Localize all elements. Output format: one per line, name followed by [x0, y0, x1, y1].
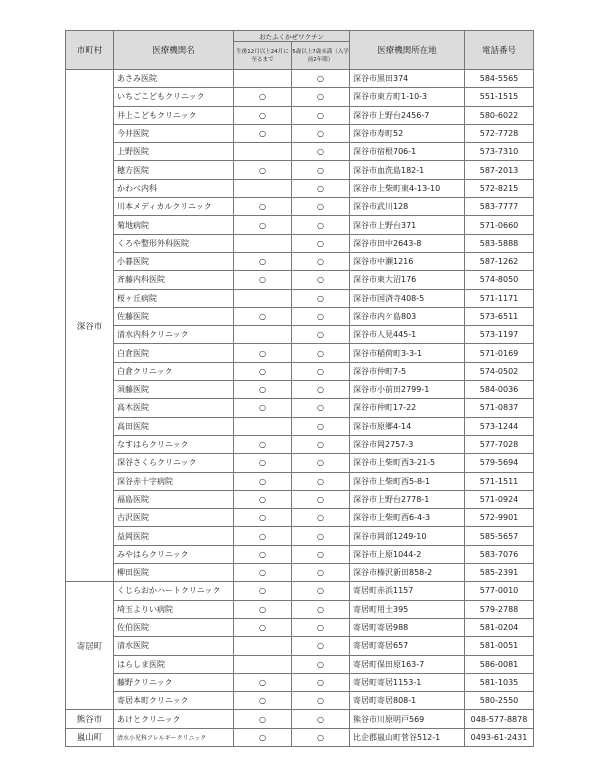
age-12-24-mark-cell: [234, 326, 292, 344]
address-cell: 寄居町寄居657: [350, 637, 465, 655]
facility-name-cell: 深谷赤十字病院: [114, 472, 234, 490]
address-cell: 深谷市東方町1-10-3: [350, 88, 465, 106]
age-5-7-mark-cell: ○: [292, 435, 350, 453]
phone-cell: 571-0169: [465, 344, 534, 362]
age-5-7-mark-cell: ○: [292, 600, 350, 618]
table-row: [66, 600, 534, 618]
age-5-7-mark-cell: ○: [292, 527, 350, 545]
facility-name-cell: あけとクリニック: [114, 710, 234, 728]
address-cell: 深谷市上原1044-2: [350, 545, 465, 563]
age-5-7-mark-cell: ○: [292, 618, 350, 636]
age-12-24-mark-cell: [234, 234, 292, 252]
vaccine-clinic-table-sheet: [65, 30, 534, 747]
facility-name-cell: 清水内科クリニック: [114, 326, 234, 344]
address-cell: 寄居町寄居808-1: [350, 692, 465, 710]
age-5-7-mark-cell: ○: [292, 124, 350, 142]
age-12-24-mark-cell: ○: [234, 106, 292, 124]
phone-cell: 574-0502: [465, 362, 534, 380]
age-12-24-mark-cell: ○: [234, 509, 292, 527]
phone-cell: 580-6022: [465, 106, 534, 124]
facility-name-cell: 古沢医院: [114, 509, 234, 527]
address-cell: 寄居町保田原163-7: [350, 655, 465, 673]
phone-cell: 573-6511: [465, 307, 534, 325]
age-12-24-mark-cell: [234, 179, 292, 197]
address-cell: 深谷市仲町7-5: [350, 362, 465, 380]
facility-name-cell: 清水医院: [114, 637, 234, 655]
phone-cell: 579-5694: [465, 454, 534, 472]
phone-cell: 571-1511: [465, 472, 534, 490]
facility-name-cell: はらしま医院: [114, 655, 234, 673]
age-5-7-mark-cell: ○: [292, 692, 350, 710]
age-12-24-mark-cell: ○: [234, 362, 292, 380]
facility-name-cell: いちごこどもクリニック: [114, 88, 234, 106]
facility-name-cell: 川本メディカルクリニック: [114, 198, 234, 216]
age-12-24-mark-cell: ○: [234, 692, 292, 710]
age-5-7-mark-cell: ○: [292, 179, 350, 197]
table-row: [66, 564, 534, 582]
address-cell: 深谷市岡部1249-10: [350, 527, 465, 545]
table-row: [66, 289, 534, 307]
table-row: [66, 381, 534, 399]
age-12-24-mark-cell: ○: [234, 435, 292, 453]
phone-cell: 583-7076: [465, 545, 534, 563]
age-12-24-mark-cell: ○: [234, 673, 292, 691]
facility-name-cell: 高田医院: [114, 417, 234, 435]
table-row: [66, 124, 534, 142]
age-12-24-mark-cell: ○: [234, 271, 292, 289]
phone-cell: 573-1197: [465, 326, 534, 344]
header-facility: 医療機関名: [114, 31, 234, 70]
facility-name-cell: 上野医院: [114, 143, 234, 161]
phone-cell: 586-0081: [465, 655, 534, 673]
age-5-7-mark-cell: ○: [292, 106, 350, 124]
facility-name-cell: 白倉クリニック: [114, 362, 234, 380]
age-12-24-mark-cell: [234, 655, 292, 673]
age-12-24-mark-cell: ○: [234, 88, 292, 106]
phone-cell: 584-0036: [465, 381, 534, 399]
address-cell: 深谷市仲町17-22: [350, 399, 465, 417]
table-row: [66, 216, 534, 234]
phone-cell: 572-8215: [465, 179, 534, 197]
address-cell: 深谷市上野台2778-1: [350, 490, 465, 508]
age-12-24-mark-cell: ○: [234, 252, 292, 270]
city-cell: 嵐山町: [66, 728, 114, 746]
age-12-24-mark-cell: ○: [234, 307, 292, 325]
address-cell: 深谷市岡2757-3: [350, 435, 465, 453]
age-12-24-mark-cell: ○: [234, 490, 292, 508]
address-cell: 深谷市血洗島182-1: [350, 161, 465, 179]
facility-name-cell: 菊地病院: [114, 216, 234, 234]
table-row: [66, 454, 534, 472]
phone-cell: 048-577-8878: [465, 710, 534, 728]
table-row: [66, 472, 534, 490]
age-12-24-mark-cell: [234, 143, 292, 161]
address-cell: 深谷市武川128: [350, 198, 465, 216]
age-12-24-mark-cell: ○: [234, 728, 292, 746]
age-5-7-mark-cell: ○: [292, 344, 350, 362]
facility-name-cell: 桜ヶ丘病院: [114, 289, 234, 307]
age-5-7-mark-cell: ○: [292, 326, 350, 344]
age-5-7-mark-cell: ○: [292, 490, 350, 508]
age-5-7-mark-cell: ○: [292, 637, 350, 655]
age-5-7-mark-cell: ○: [292, 381, 350, 399]
phone-cell: 571-0924: [465, 490, 534, 508]
age-5-7-mark-cell: ○: [292, 582, 350, 600]
facility-name-cell: 斉藤内科医院: [114, 271, 234, 289]
age-5-7-mark-cell: ○: [292, 307, 350, 325]
table-row: [66, 88, 534, 106]
facility-name-cell: 小暮医院: [114, 252, 234, 270]
address-cell: 深谷市上柴町西6-4-3: [350, 509, 465, 527]
phone-cell: 581-0051: [465, 637, 534, 655]
age-5-7-mark-cell: ○: [292, 198, 350, 216]
table-row: [66, 307, 534, 325]
facility-name-cell: くじらおかハートクリニック: [114, 582, 234, 600]
table-row: [66, 106, 534, 124]
age-12-24-mark-cell: ○: [234, 454, 292, 472]
address-cell: 深谷市上柴町西5-8-1: [350, 472, 465, 490]
address-cell: 深谷市国済寺408-5: [350, 289, 465, 307]
age-12-24-mark-cell: [234, 417, 292, 435]
phone-cell: 579-2788: [465, 600, 534, 618]
table-row: [66, 344, 534, 362]
phone-cell: 581-0204: [465, 618, 534, 636]
address-cell: 熊谷市川原明戸569: [350, 710, 465, 728]
table-row: [66, 527, 534, 545]
age-12-24-mark-cell: ○: [234, 124, 292, 142]
facility-name-cell: 高木医院: [114, 399, 234, 417]
header-phone: 電話番号: [465, 31, 534, 70]
age-5-7-mark-cell: ○: [292, 289, 350, 307]
table-row: [66, 509, 534, 527]
table-row: [66, 490, 534, 508]
age-5-7-mark-cell: ○: [292, 728, 350, 746]
phone-cell: 573-1244: [465, 417, 534, 435]
address-cell: 深谷市榛沢新田858-2: [350, 564, 465, 582]
phone-cell: 574-8050: [465, 271, 534, 289]
phone-cell: 551-1515: [465, 88, 534, 106]
age-5-7-mark-cell: ○: [292, 673, 350, 691]
age-5-7-mark-cell: ○: [292, 252, 350, 270]
facility-name-cell: あさみ医院: [114, 70, 234, 88]
age-5-7-mark-cell: ○: [292, 545, 350, 563]
table-row: [66, 161, 534, 179]
facility-name-cell: 寄居本町クリニック: [114, 692, 234, 710]
address-cell: 深谷市小前田2799-1: [350, 381, 465, 399]
phone-cell: 584-5565: [465, 70, 534, 88]
phone-cell: 580-2550: [465, 692, 534, 710]
address-cell: 深谷市上野台371: [350, 216, 465, 234]
age-5-7-mark-cell: ○: [292, 70, 350, 88]
table-row: [66, 326, 534, 344]
age-5-7-mark-cell: ○: [292, 454, 350, 472]
table-row: [66, 179, 534, 197]
phone-cell: 0493-61-2431: [465, 728, 534, 746]
address-cell: 深谷市中瀬1216: [350, 252, 465, 270]
phone-cell: 585-2391: [465, 564, 534, 582]
age-12-24-mark-cell: [234, 70, 292, 88]
facility-name-cell: 柳田医院: [114, 564, 234, 582]
table-row: [66, 545, 534, 563]
clinic-table: [65, 30, 534, 747]
address-cell: 深谷市原郷4-14: [350, 417, 465, 435]
table-row: [66, 655, 534, 673]
phone-cell: 573-7310: [465, 143, 534, 161]
table-row: [66, 234, 534, 252]
age-5-7-mark-cell: ○: [292, 161, 350, 179]
phone-cell: 577-0010: [465, 582, 534, 600]
address-cell: 深谷市田中2643-8: [350, 234, 465, 252]
age-12-24-mark-cell: ○: [234, 344, 292, 362]
city-cell: 深谷市: [66, 70, 114, 582]
age-12-24-mark-cell: ○: [234, 198, 292, 216]
table-row: [66, 582, 534, 600]
age-12-24-mark-cell: ○: [234, 545, 292, 563]
city-cell: 熊谷市: [66, 710, 114, 728]
age-12-24-mark-cell: ○: [234, 527, 292, 545]
age-5-7-mark-cell: ○: [292, 234, 350, 252]
age-12-24-mark-cell: ○: [234, 216, 292, 234]
phone-cell: 581-1035: [465, 673, 534, 691]
facility-name-cell: 佐藤医院: [114, 307, 234, 325]
table-row: [66, 728, 534, 746]
address-cell: 寄居町寄居1153-1: [350, 673, 465, 691]
header-city: 市町村: [66, 31, 114, 70]
age-5-7-mark-cell: ○: [292, 271, 350, 289]
facility-name-cell: 埼玉よりい病院: [114, 600, 234, 618]
age-5-7-mark-cell: ○: [292, 216, 350, 234]
phone-cell: 583-5888: [465, 234, 534, 252]
age-5-7-mark-cell: ○: [292, 509, 350, 527]
table-row: [66, 252, 534, 270]
table-row: [66, 417, 534, 435]
age-5-7-mark-cell: ○: [292, 472, 350, 490]
address-cell: 深谷市内ケ島803: [350, 307, 465, 325]
facility-name-cell: 益岡医院: [114, 527, 234, 545]
facility-name-cell: 福島医院: [114, 490, 234, 508]
table-row: [66, 271, 534, 289]
table-row: [66, 637, 534, 655]
address-cell: 深谷市宿根706-1: [350, 143, 465, 161]
address-cell: 深谷市東大沼176: [350, 271, 465, 289]
facility-name-cell: なすはらクリニック: [114, 435, 234, 453]
clinic-table-body: [66, 70, 534, 747]
address-cell: 深谷市上柴町西3-21-5: [350, 454, 465, 472]
table-row: [66, 362, 534, 380]
facility-name-cell: 白倉医院: [114, 344, 234, 362]
address-cell: 寄居町赤浜1157: [350, 582, 465, 600]
age-5-7-mark-cell: ○: [292, 564, 350, 582]
address-cell: 深谷市上野台2456-7: [350, 106, 465, 124]
address-cell: 寄居町用土395: [350, 600, 465, 618]
age-12-24-mark-cell: ○: [234, 618, 292, 636]
table-row: [66, 70, 534, 88]
address-cell: 比企郡嵐山町菅谷512-1: [350, 728, 465, 746]
phone-cell: 587-1262: [465, 252, 534, 270]
header-vaccine-group: おたふくかぜワクチン: [234, 31, 350, 42]
age-5-7-mark-cell: ○: [292, 88, 350, 106]
age-12-24-mark-cell: ○: [234, 472, 292, 490]
facility-name-cell: 今井医院: [114, 124, 234, 142]
facility-name-cell: 深谷さくらクリニック: [114, 454, 234, 472]
phone-cell: 587-2013: [465, 161, 534, 179]
age-5-7-mark-cell: ○: [292, 399, 350, 417]
age-12-24-mark-cell: ○: [234, 399, 292, 417]
address-cell: 深谷市上柴町東4-13-10: [350, 179, 465, 197]
age-5-7-mark-cell: ○: [292, 362, 350, 380]
age-12-24-mark-cell: ○: [234, 161, 292, 179]
facility-name-cell: 清水小児科アレルギークリニック: [114, 728, 234, 746]
city-cell: 寄居町: [66, 582, 114, 710]
age-5-7-mark-cell: ○: [292, 655, 350, 673]
facility-name-cell: かわべ内科: [114, 179, 234, 197]
phone-cell: 572-7728: [465, 124, 534, 142]
address-cell: 寄居町寄居988: [350, 618, 465, 636]
phone-cell: 583-7777: [465, 198, 534, 216]
facility-name-cell: 須藤医院: [114, 381, 234, 399]
phone-cell: 571-0837: [465, 399, 534, 417]
table-row: [66, 692, 534, 710]
phone-cell: 572-9901: [465, 509, 534, 527]
header-age-12-24-months: 生後12月以上24月に至るまで: [234, 42, 292, 70]
address-cell: 深谷市稲荷町3-3-1: [350, 344, 465, 362]
facility-name-cell: みやはらクリニック: [114, 545, 234, 563]
facility-name-cell: 佐伯医院: [114, 618, 234, 636]
header-age-5-7-years: 5歳以上7歳未満（入学前2年間）: [292, 42, 350, 70]
phone-cell: 571-0660: [465, 216, 534, 234]
table-row: [66, 143, 534, 161]
facility-name-cell: 穂方医院: [114, 161, 234, 179]
phone-cell: 577-7028: [465, 435, 534, 453]
phone-cell: 585-5657: [465, 527, 534, 545]
age-5-7-mark-cell: ○: [292, 143, 350, 161]
age-12-24-mark-cell: ○: [234, 564, 292, 582]
facility-name-cell: 井上こどもクリニック: [114, 106, 234, 124]
address-cell: 深谷市人見445-1: [350, 326, 465, 344]
address-cell: 深谷市寿町52: [350, 124, 465, 142]
age-12-24-mark-cell: ○: [234, 710, 292, 728]
header-address: 医療機関所在地: [350, 31, 465, 70]
phone-cell: 571-1171: [465, 289, 534, 307]
age-5-7-mark-cell: ○: [292, 417, 350, 435]
table-row: [66, 399, 534, 417]
table-row: [66, 198, 534, 216]
age-12-24-mark-cell: [234, 289, 292, 307]
table-row: [66, 710, 534, 728]
age-12-24-mark-cell: [234, 637, 292, 655]
table-row: [66, 618, 534, 636]
age-12-24-mark-cell: ○: [234, 600, 292, 618]
age-12-24-mark-cell: ○: [234, 582, 292, 600]
age-12-24-mark-cell: ○: [234, 381, 292, 399]
table-row: [66, 673, 534, 691]
age-5-7-mark-cell: ○: [292, 710, 350, 728]
facility-name-cell: くろや整形外科医院: [114, 234, 234, 252]
facility-name-cell: 藤野クリニック: [114, 673, 234, 691]
address-cell: 深谷市黒田374: [350, 70, 465, 88]
table-row: [66, 435, 534, 453]
